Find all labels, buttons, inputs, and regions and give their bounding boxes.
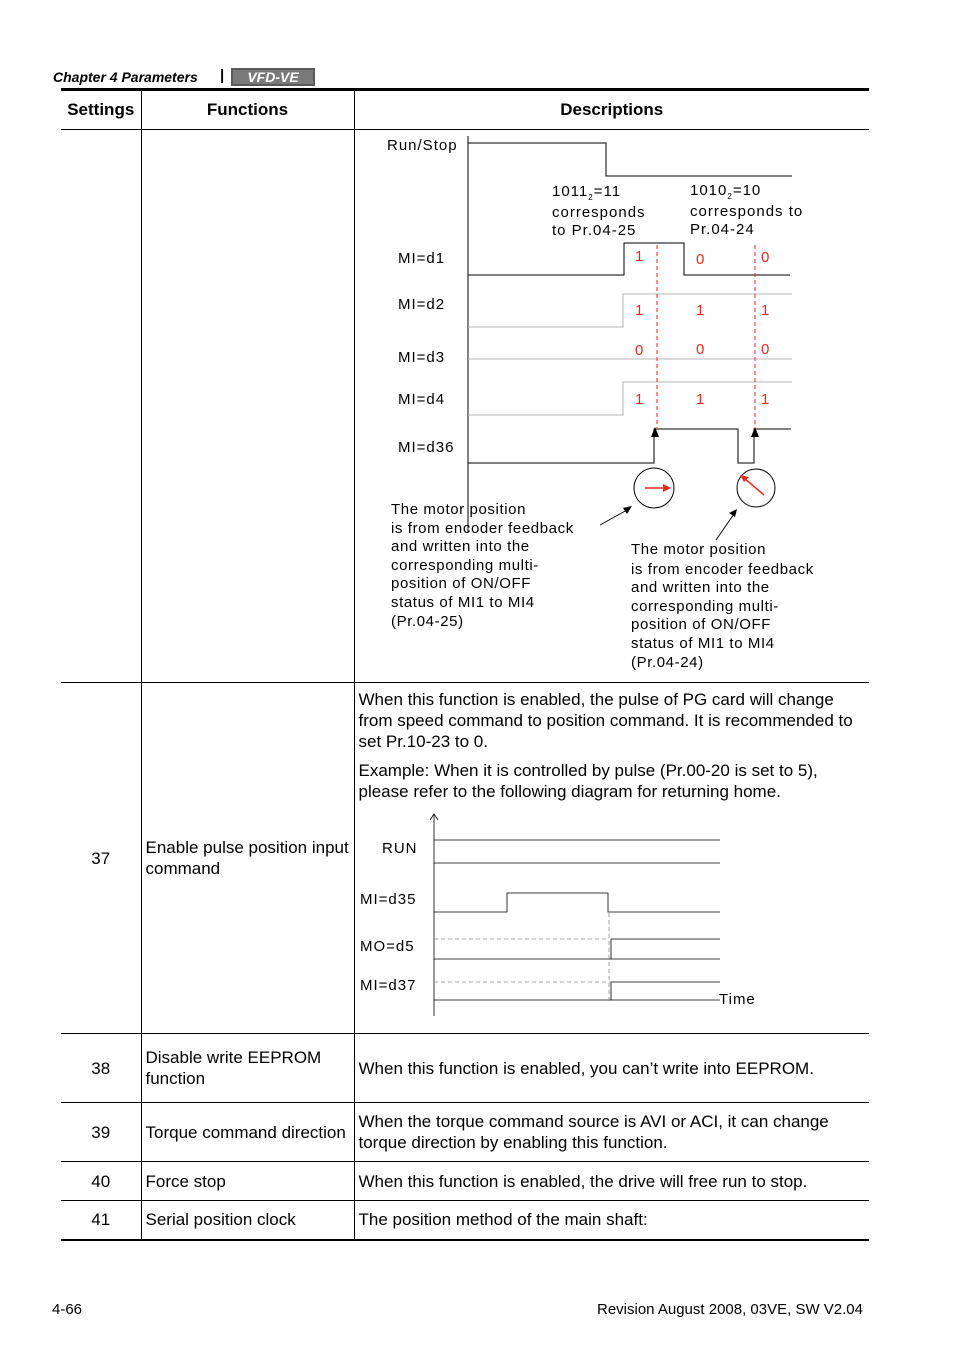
note-left-line-5: position of ON/OFF [390,575,531,592]
setting-40: 40 [61,1162,141,1201]
description-40: When this function is enabled, the drive will free run to stop. [354,1162,869,1201]
bit-d4-c: 1 [760,391,769,408]
bit-d1-a: 1 [634,248,643,265]
signal-label-d36: MI=d36 [397,439,454,456]
description-37-para-2: Example: When it is controlled by pulse (Pr.00-20 is set to 5), please refer to the following diagram for returning home. [358,761,818,801]
d36-waveform [468,429,791,463]
description-41: The position method of the main shaft: [354,1201,869,1240]
signal-label-d4: MI=d4 [397,391,445,408]
note-right-line-2: is from encoder feedback [630,561,814,578]
code1-parameter: to Pr.04-25 [551,222,636,239]
time-label: Time [718,991,756,1008]
page-number: 4-66 [52,1301,83,1318]
d2-waveform [468,294,792,327]
function-37: Enable pulse position input command [141,683,354,1034]
note-right-line-6: status of MI1 to MI4 [630,635,775,652]
mo-d5-label: MO=d5 [359,938,415,955]
note-left-line-6: status of MI1 to MI4 [390,594,535,611]
note-right-line-7: (Pr.04-24) [630,654,704,671]
signal-label-d3: MI=d3 [397,349,445,366]
description-37 [354,683,869,1034]
note-left-line-3: and written into the [390,538,530,555]
mi-d35-label: MI=d35 [359,891,416,908]
note-left-line-2: is from encoder feedback [390,520,574,537]
bit-d2-c: 1 [760,302,769,319]
d4-waveform [468,382,792,415]
table-row [61,1103,869,1162]
function-39: Torque command direction [141,1103,354,1162]
setting-38: 38 [61,1034,141,1103]
note-left-line-7: (Pr.04-25) [390,613,464,630]
code2-corresponds: corresponds to [689,203,803,220]
code1-corresponds: corresponds [551,204,646,221]
code2-parameter: Pr.04-24 [689,221,755,238]
run-label: RUN [381,840,417,857]
revision-info: Revision August 2008, 03VE, SW V2.04 [597,1301,863,1318]
note-left-line-4: corresponding multi- [390,557,539,574]
header-descriptions: Descriptions [354,90,869,130]
description-37-para-1: When this function is enabled, the pulse of PG card will change from speed command to position command. It is recommended to set Pr.10-23 to 0. [358,690,853,751]
note-right-line-1: The motor position [630,541,766,558]
note-right-line-4: corresponding multi- [630,598,779,615]
table-row [61,130,869,683]
function-40: Force stop [141,1162,354,1201]
mi-d37-label: MI=d37 [359,977,416,994]
multi-position-timing-diagram [355,130,870,682]
signal-label-d1: MI=d1 [397,250,445,267]
table-row [61,1162,869,1201]
table-row [61,683,869,1034]
signal-label-d2: MI=d2 [397,296,445,313]
bit-d1-c: 0 [760,249,769,266]
return-home-timing-diagram [355,806,795,1018]
vfd-ve-logo [231,68,315,86]
d1-waveform [468,243,790,275]
header-separator: | [220,67,225,84]
bit-d4-b: 1 [695,391,704,408]
header-settings: Settings [61,90,141,130]
run-stop-waveform [468,143,792,176]
description-38: When this function is enabled, you can’t write into EEPROM. [354,1034,869,1103]
bit-d3-a: 0 [634,342,643,359]
bit-d4-a: 1 [634,391,643,408]
bit-d1-b: 0 [695,251,704,268]
setting-39: 39 [61,1103,141,1162]
header-functions: Functions [141,90,354,130]
setting-41: 41 [61,1201,141,1240]
function-38: Disable write EEPROM function [141,1034,354,1103]
note-left-line-1: The motor position [390,501,526,518]
parameters-table [61,88,869,1241]
run-stop-label: Run/Stop [386,137,458,154]
bit-d2-b: 1 [695,302,704,319]
function-41: Serial position clock [141,1201,354,1240]
table-row [61,1201,869,1240]
code2-label: $1010_2=10$ [689,182,761,201]
setting-37: 37 [61,683,141,1034]
bit-d3-b: 0 [695,341,704,358]
logo-text: VFD-VE [247,69,299,85]
table-header-row [61,90,869,130]
table-row [61,1034,869,1103]
description-39: When the torque command source is AVI or ACI, it can change torque direction by enabling this function. [354,1103,869,1162]
bit-d2-a: 1 [634,302,643,319]
chapter-title: Chapter 4 Parameters [53,69,198,85]
code1-label: $1011_2=11$ [551,183,621,202]
bit-d3-c: 0 [760,341,769,358]
note-right-line-3: and written into the [630,579,770,596]
note-right-line-5: position of ON/OFF [630,616,771,633]
